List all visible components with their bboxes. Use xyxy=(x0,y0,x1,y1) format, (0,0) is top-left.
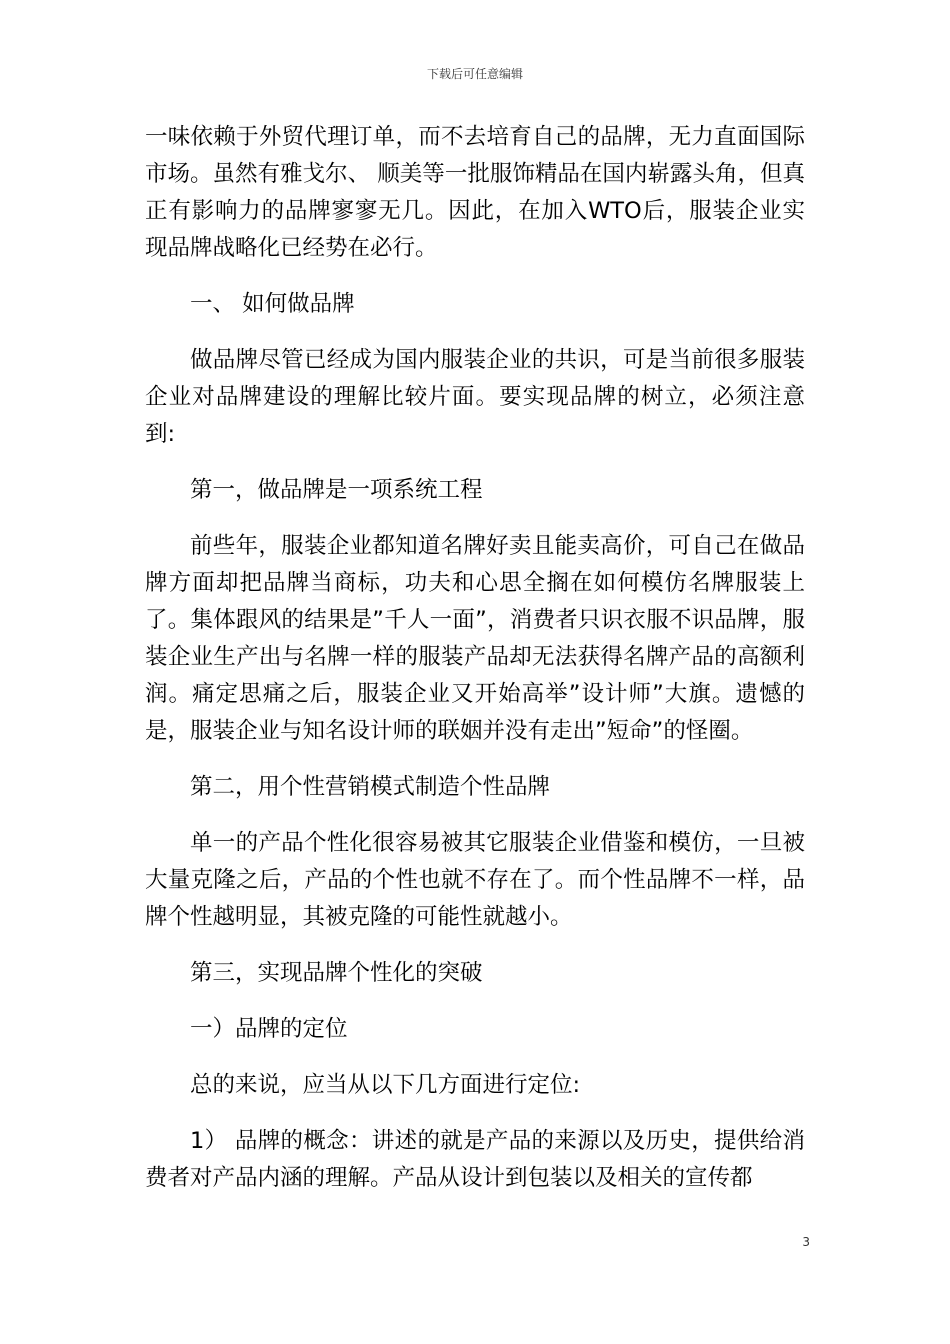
subheading-second-point: 第二，用个性营销模式制造个性品牌 xyxy=(190,774,551,800)
subheading-third-point: 第三，实现品牌个性化的突破 xyxy=(190,960,483,986)
paragraph-intro: 一味依赖于外贸代理订单，而不去培育自己的品牌，无力直面国际市场。虽然有雅戈尔、 顺美等一批服饰精品在国内崭露头角，但真正有影响力的品牌寥寥无几。因此，在加入WTO后，服装企业实现品牌战略化已经势在必行。 xyxy=(145,124,805,261)
subheading-brand-positioning: 一）品牌的定位 xyxy=(190,1016,348,1042)
section-heading-how-to-build-brand: 一、 如何做品牌 xyxy=(190,291,355,317)
subheading-first-point: 第一，做品牌是一项系统工程 xyxy=(190,477,483,503)
paragraph-first-point-body: 前些年，服装企业都知道名牌好卖且能卖高价，可自己在做品牌方面却把品牌当商标，功夫和心思全搁在如何模仿名牌服装上了。集体跟风的结果是”千人一面”，消费者只识衣服不识品牌，服装企业生产出与名牌一样的服装产品却无法获得名牌产品的高额利润。痛定思痛之后，服装企业又开始高举”设计师”大旗。遗憾的是，服装企业与知名设计师的联姻并没有走出”短命”的怪圈。 xyxy=(145,533,805,744)
paragraph-brand-concept: 1） 品牌的概念：讲述的就是产品的来源以及历史，提供给消费者对产品内涵的理解。产品从设计到包装以及相关的宣传都 xyxy=(145,1128,805,1191)
paragraph-second-point-body: 单一的产品个性化很容易被其它服装企业借鉴和模仿，一旦被大量克隆之后，产品的个性也就不存在了。而个性品牌不一样，品牌个性越明显，其被克隆的可能性就越小。 xyxy=(145,830,805,930)
paragraph-positioning-intro: 总的来说，应当从以下几方面进行定位: xyxy=(190,1072,581,1098)
paragraph-brand-consensus: 做品牌尽管已经成为国内服装企业的共识，可是当前很多服装企业对品牌建设的理解比较片面。要实现品牌的树立，必须注意到: xyxy=(145,347,805,447)
document-body xyxy=(145,119,805,1216)
page-header: 下载后可任意编辑 xyxy=(426,67,523,81)
page-number: 3 xyxy=(802,1235,810,1249)
